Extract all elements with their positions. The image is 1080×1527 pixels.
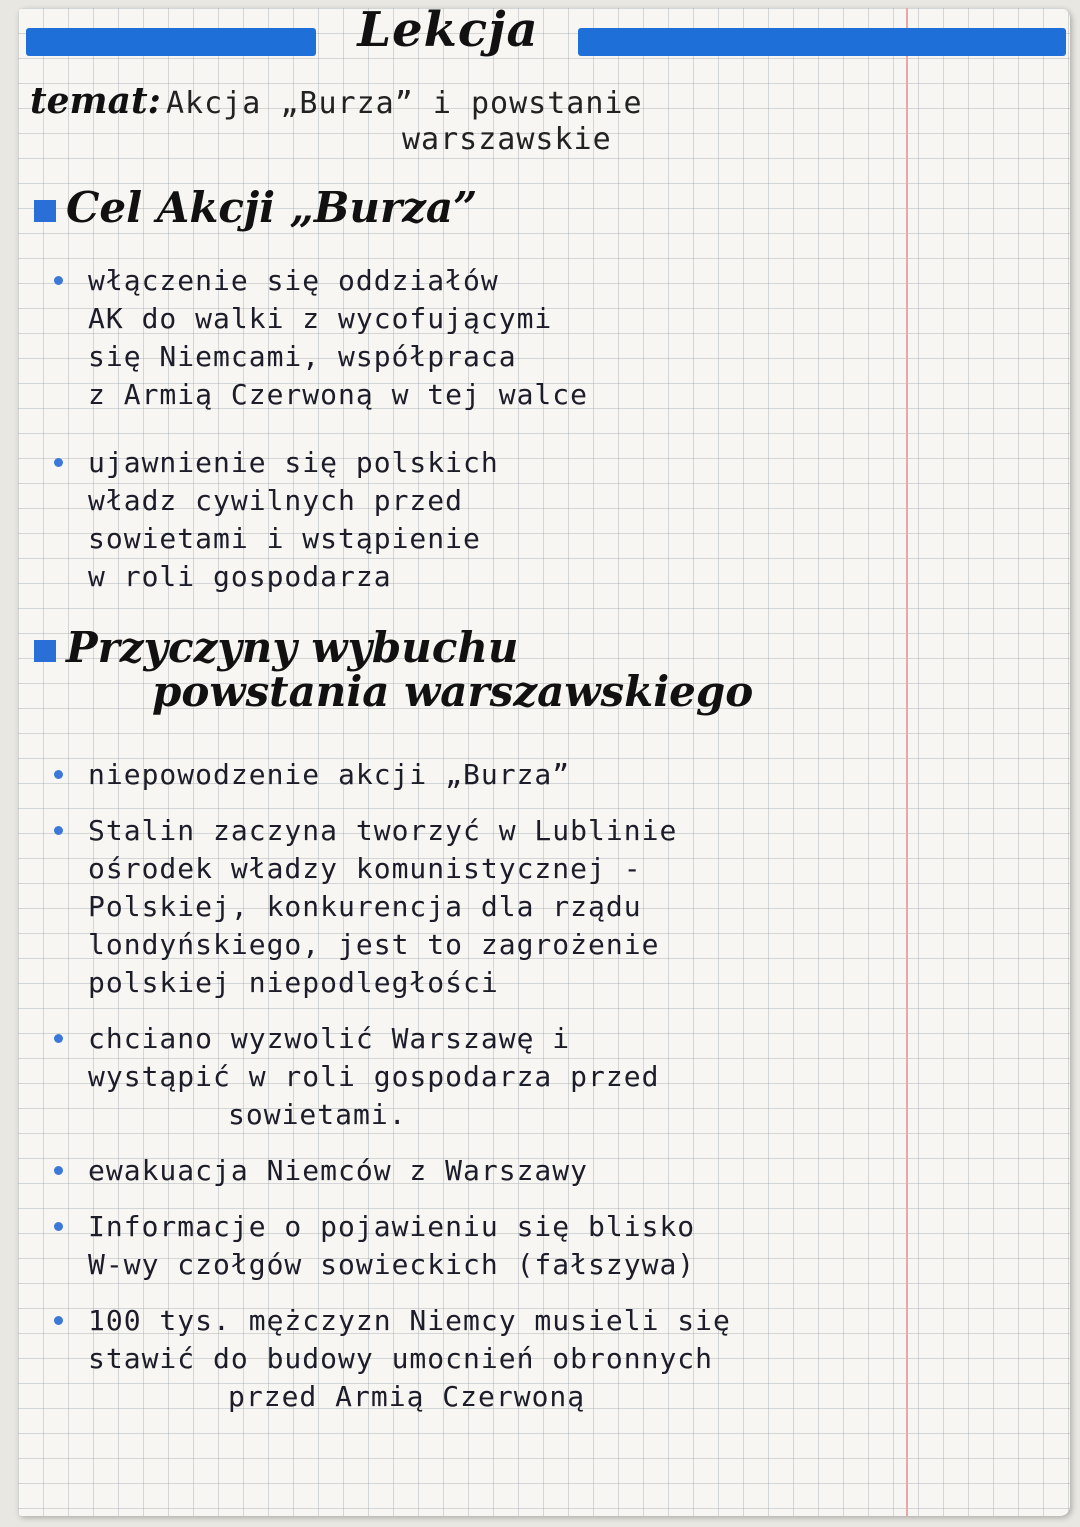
item-line: ewakuacja Niemców z Warszawy: [88, 1154, 589, 1187]
bullet-dot-icon: [54, 1316, 63, 1325]
bullet-dot-icon: [54, 1222, 63, 1231]
item-line: władz cywilnych przed: [88, 484, 464, 517]
bullet-dot-icon: [54, 458, 63, 467]
notebook-page: [18, 8, 1070, 1516]
list-item: [48, 1208, 948, 1284]
header-bar-left: [26, 28, 316, 56]
list-item: [48, 262, 948, 414]
list-item: [48, 444, 948, 596]
item-line: niepowodzenie akcji „Burza”: [88, 758, 571, 791]
item-line: ujawnienie się polskich: [88, 446, 499, 479]
list-item: [48, 1152, 948, 1190]
bullet-dot-icon: [54, 1166, 63, 1175]
header-bar-right: [578, 28, 1066, 56]
item-line: w roli gospodarza: [88, 560, 392, 593]
item-line: 100 tys. mężczyzn Niemcy musieli się: [88, 1304, 731, 1337]
section-heading-goals: [34, 183, 478, 232]
heading-square-icon: [34, 640, 56, 662]
topic-label: temat:: [30, 80, 161, 122]
heading-text: Cel Akcji „Burza”: [66, 183, 478, 232]
item-line: W-wy czołgów sowieckich (fałszywa): [88, 1248, 696, 1281]
goals-list: [48, 262, 948, 626]
item-line: Stalin zaczyna tworzyć w Lublinie: [88, 814, 678, 847]
item-line: Polskiej, konkurencja dla rządu: [88, 890, 642, 923]
item-line: stawić do budowy umocnień obronnych: [88, 1342, 714, 1375]
item-line: wystąpić w roli gospodarza przed: [88, 1060, 660, 1093]
causes-list: [48, 756, 948, 1434]
topic: [30, 80, 890, 157]
item-line: się Niemcami, współpraca: [88, 340, 517, 373]
lesson-title: Lekcja: [357, 8, 539, 58]
heading-text-line2: powstania warszawskiego: [152, 667, 754, 717]
item-line: londyńskiego, jest to zagrożenie: [88, 928, 660, 961]
topic-text-line1: Akcja „Burza” i powstanie: [165, 86, 643, 121]
item-line: z Armią Czerwoną w tej walce: [88, 378, 589, 411]
list-item: [48, 1302, 948, 1416]
list-item: [48, 1020, 948, 1134]
bullet-dot-icon: [54, 826, 63, 835]
heading-square-icon: [34, 200, 56, 222]
item-line: ośrodek władzy komunistycznej -: [88, 852, 642, 885]
item-line: AK do walki z wycofującymi: [88, 302, 553, 335]
list-item: [48, 756, 948, 794]
item-line: chciano wyzwolić Warszawę i: [88, 1022, 571, 1055]
bullet-dot-icon: [54, 1034, 63, 1043]
item-line: sowietami.: [228, 1098, 407, 1131]
item-line: przed Armią Czerwoną: [228, 1380, 586, 1413]
list-item: [48, 812, 948, 1002]
topic-text-line2: warszawskie: [402, 122, 612, 157]
heading-text-line1: Przyczyny wybuchu: [66, 623, 519, 672]
item-line: polskiej niepodległości: [88, 966, 499, 999]
bullet-dot-icon: [54, 276, 63, 285]
item-line: Informacje o pojawieniu się blisko: [88, 1210, 696, 1243]
bullet-dot-icon: [54, 770, 63, 779]
item-line: sowietami i wstąpienie: [88, 522, 481, 555]
section-heading-causes: [34, 623, 1034, 717]
item-line: włączenie się oddziałów: [88, 264, 499, 297]
